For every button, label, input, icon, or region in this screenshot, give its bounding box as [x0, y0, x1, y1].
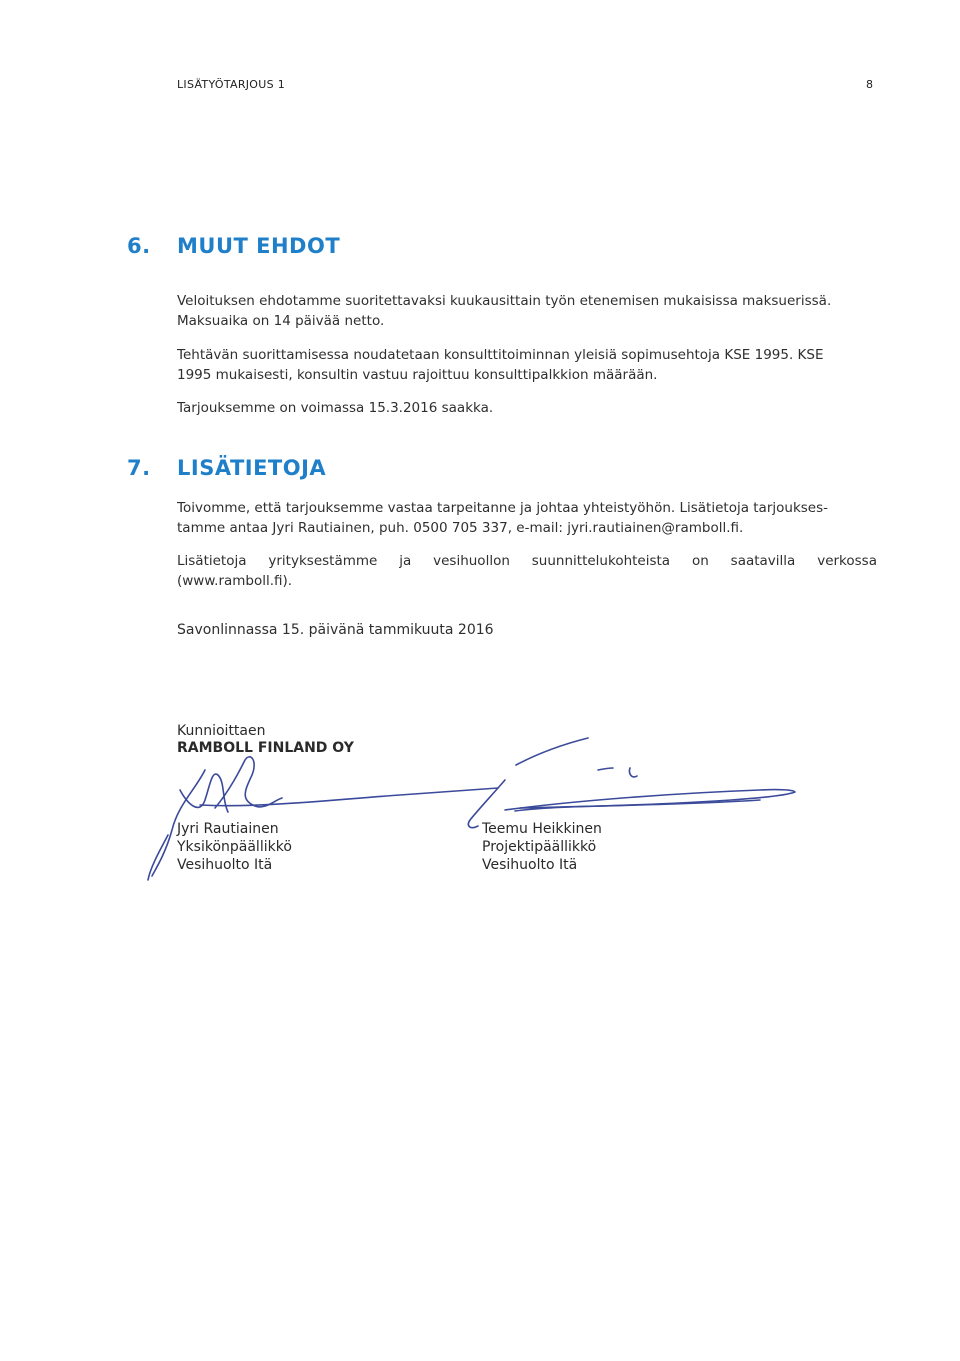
- signatory-name: Teemu Heikkinen: [482, 821, 602, 837]
- document-title: LISÄTYÖTARJOUS 1: [177, 78, 285, 91]
- signatory-title: Projektipäällikkö: [482, 839, 597, 855]
- paragraph-line: Tarjouksemme on voimassa 15.3.2016 saakka.: [177, 400, 494, 416]
- paragraph-line: (www.ramboll.fi).: [177, 573, 293, 589]
- signatory-2: [482, 820, 602, 874]
- section-6-number: 6.: [127, 234, 151, 258]
- section-7-title: LISÄTIETOJA: [177, 456, 327, 480]
- section-7-number: 7.: [127, 456, 151, 480]
- paragraph-line: Maksuaika on 14 päivää netto.: [177, 313, 385, 329]
- closing-greeting: Kunnioittaen: [177, 723, 266, 739]
- signatory-name: Jyri Rautiainen: [177, 821, 279, 837]
- signature-stroke: [598, 768, 613, 770]
- paragraph-line: Veloituksen ehdotamme suoritettavaksi kuukausittain työn etenemisen mukaisissa maksuerissä.: [177, 293, 832, 309]
- signature-stroke: [148, 835, 168, 880]
- paragraph-line: Toivomme, että tarjouksemme vastaa tarpeitanne ja johtaa yhteistyöhön. Lisätietoja tarjoukses-: [177, 500, 829, 516]
- page-number: 8: [866, 78, 873, 91]
- signatory-title: Yksikönpäällikkö: [177, 839, 292, 855]
- section-6-title: MUUT EHDOT: [177, 234, 341, 258]
- place-and-date: Savonlinnassa 15. päivänä tammikuuta 2016: [177, 622, 494, 638]
- signatory-1: [177, 820, 292, 874]
- signatory-unit: Vesihuolto Itä: [482, 857, 578, 873]
- company-name: RAMBOLL FINLAND OY: [177, 740, 354, 756]
- signature-stroke: [516, 738, 588, 765]
- signatory-unit: Vesihuolto Itä: [177, 857, 273, 873]
- paragraph-line: 1995 mukaisesti, konsultin vastuu rajoittuu konsulttipalkkion määrään.: [177, 367, 658, 383]
- paragraph-line: tamme antaa Jyri Rautiainen, puh. 0500 705 337, e-mail: jyri.rautiainen@ramboll.fi.: [177, 520, 744, 536]
- paragraph-line: Tehtävän suorittamisessa noudatetaan konsulttitoiminnan yleisiä sopimusehtoja KSE 1995. KSE: [177, 347, 824, 363]
- signature-stroke: [629, 768, 637, 777]
- paragraph-line: Lisätietoja yrityksestämme ja vesihuollon suunnittelukohteista on saatavilla verkossa: [177, 553, 877, 569]
